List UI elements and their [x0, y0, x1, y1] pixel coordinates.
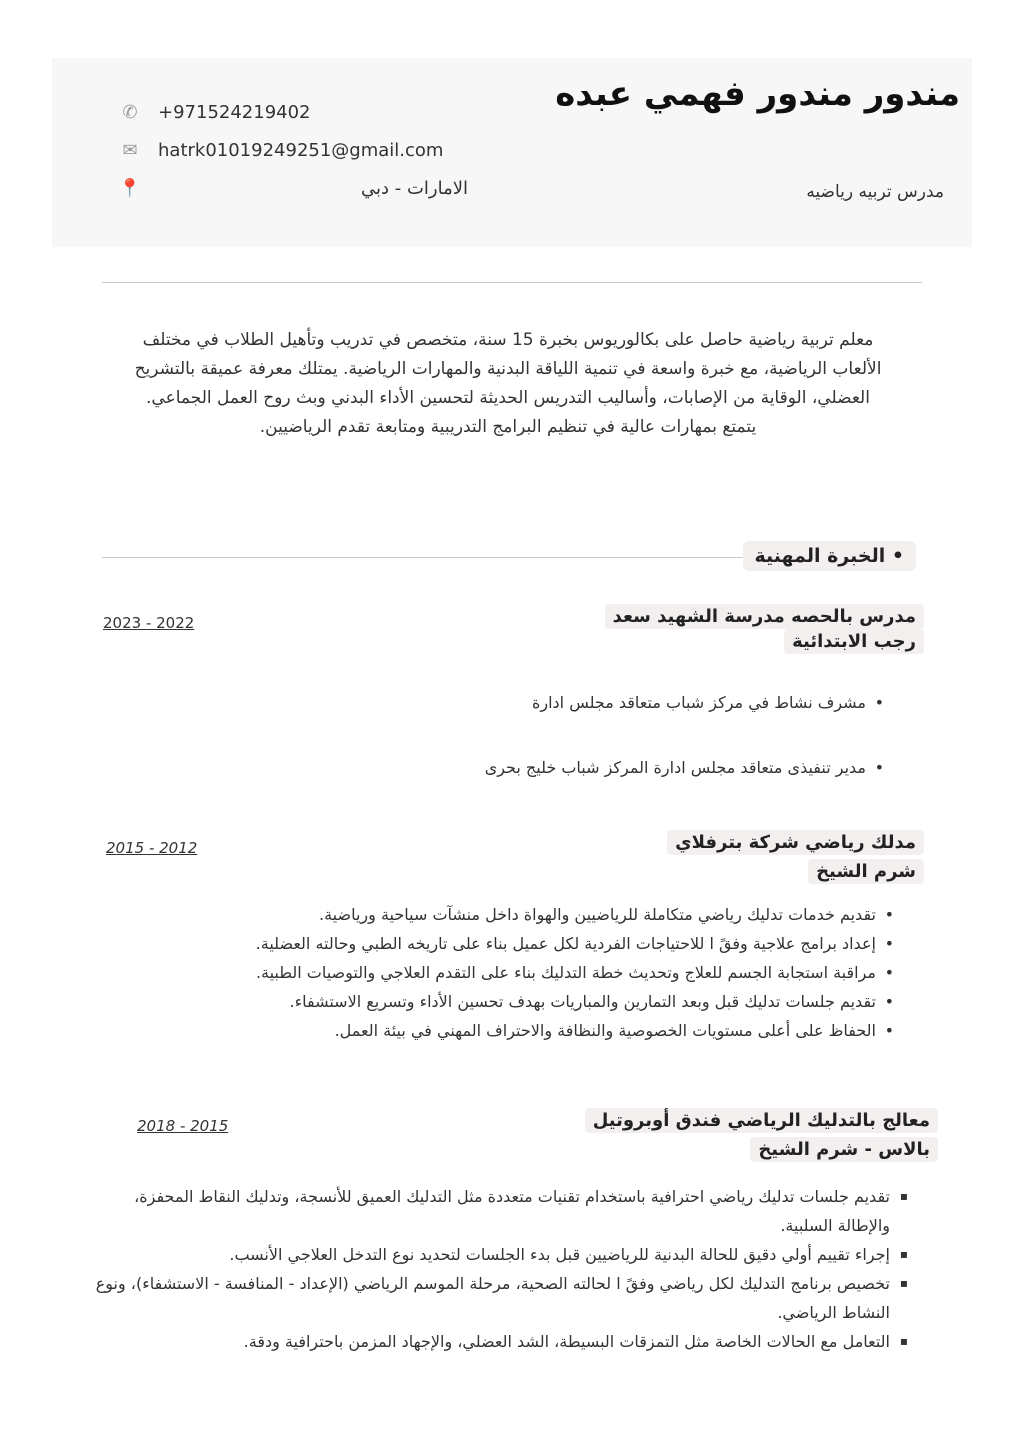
location-pin-icon: 📍: [118, 177, 142, 199]
list-item: • الحفاظ على أعلى مستويات الخصوصية والنظافة والاحتراف المهني في بيئة العمل.: [94, 1016, 894, 1045]
summary-line: معلم تربية رياضية حاصل على بكالوريوس بخبرة 15 سنة، متخصص في تدريب وتأهيل الطلاب في مختلف: [142, 330, 874, 350]
list-item: • تقديم خدمات تدليك رياضي متكاملة للرياضيين والهواة داخل منشآت سياحية ورياضية.: [94, 900, 894, 929]
list-item: ▪ تقديم جلسات تدليك رياضي احترافية باستخدام تقنيات متعددة مثل التدليك العميق للأنسجة، وتدليك النقاط المحفزة، والإطالة السلبية.: [88, 1182, 908, 1240]
job-date: 2023 - 2022: [103, 614, 195, 632]
section-divider: [102, 557, 744, 558]
phone: +971524219402: [158, 101, 311, 123]
list-item: • مشرف نشاط في مركز شباب متعاقد مجلس ادارة: [485, 688, 884, 717]
job-title-block: [605, 604, 924, 654]
header-panel: [52, 58, 972, 247]
job-title-line: مدلك رياضي شركة بترفلاي: [667, 830, 924, 855]
job-date: 2015 - 2012: [106, 839, 198, 857]
list-item: • تقديم جلسات تدليك قبل وبعد التمارين والمباريات بهدف تحسين الأداء وتسريع الاستشفاء.: [94, 987, 894, 1016]
job-title-block: [667, 830, 924, 884]
job-duties: [485, 688, 884, 782]
job-duties: [94, 900, 894, 1045]
job-title: مدرس تربيه رياضيه: [806, 182, 944, 202]
phone-icon: ✆: [122, 101, 138, 123]
section-heading-experience: • الخبرة المهنية: [743, 541, 916, 571]
summary-line: يتمتع بمهارات عالية في تنظيم البرامج التدريبية ومتابعة تقدم الرياضيين.: [259, 417, 757, 437]
phone-row: [118, 100, 311, 124]
job-title-line: رجب الابتدائية: [784, 629, 924, 654]
email: hatrk01019249251@gmail.com: [158, 139, 444, 161]
job-title-line: مدرس بالحصه مدرسة الشهيد سعد: [605, 604, 924, 629]
list-item: ▪ إجراء تقييم أولي دقيق للحالة البدنية للرياضيين قبل بدء الجلسات لتحديد نوع التدخل العلاجي الأنسب.: [88, 1240, 908, 1269]
list-item: ▪ التعامل مع الحالات الخاصة مثل التمزقات البسيطة، الشد العضلي، والإجهاد المزمن باحترافية ودقة.: [88, 1327, 908, 1356]
divider: [102, 282, 922, 283]
section-title: الخبرة المهنية: [754, 545, 886, 567]
summary: [70, 326, 946, 442]
email-row: [118, 138, 443, 162]
job-title-line: شرم الشيخ: [808, 859, 924, 884]
job-date: 2018 - 2015: [137, 1117, 229, 1135]
summary-line: العضلي، الوقاية من الإصابات، وأساليب التدريس الحديثة لتحسين الأداء البدني وبث روح العمل الجماعي.: [146, 388, 870, 408]
job-title-line: بالاس - شرم الشيخ: [750, 1137, 938, 1162]
location-row: [118, 176, 468, 200]
summary-line: الألعاب الرياضية، مع خبرة واسعة في تنمية اللياقة البدنية والمهارات الرياضية. يمتلك معرفة عميقة بالتشريح: [134, 359, 882, 379]
location: الامارات - دبي: [361, 177, 468, 199]
mail-icon: ✉: [122, 139, 138, 161]
list-item: ▪ تخصيص برنامج التدليك لكل رياضي وفقً ا لحالته الصحية، مرحلة الموسم الرياضي (الإعداد - المنافسة - الاستشفاء)، ونوع النشاط الرياضي.: [88, 1269, 908, 1327]
job-duties: [88, 1182, 908, 1356]
job-title-line: معالج بالتدليك الرياضي فندق أوبروتيل: [585, 1108, 938, 1133]
list-item: • مراقبة استجابة الجسم للعلاج وتحديث خطة التدليك بناء على التقدم العلاجي والتوصيات الطبية.: [94, 958, 894, 987]
list-item: • إعداد برامج علاجية وفقً ا للاحتياجات الفردية لكل عميل بناء على تاريخه الطبي وحالته العضلية.: [94, 929, 894, 958]
list-item: • مدير تنفيذى متعاقد مجلس ادارة المركز شباب خليج بحرى: [485, 753, 884, 782]
job-title-block: [585, 1108, 938, 1162]
candidate-name: مندور مندور فهمي عبده: [555, 74, 960, 114]
